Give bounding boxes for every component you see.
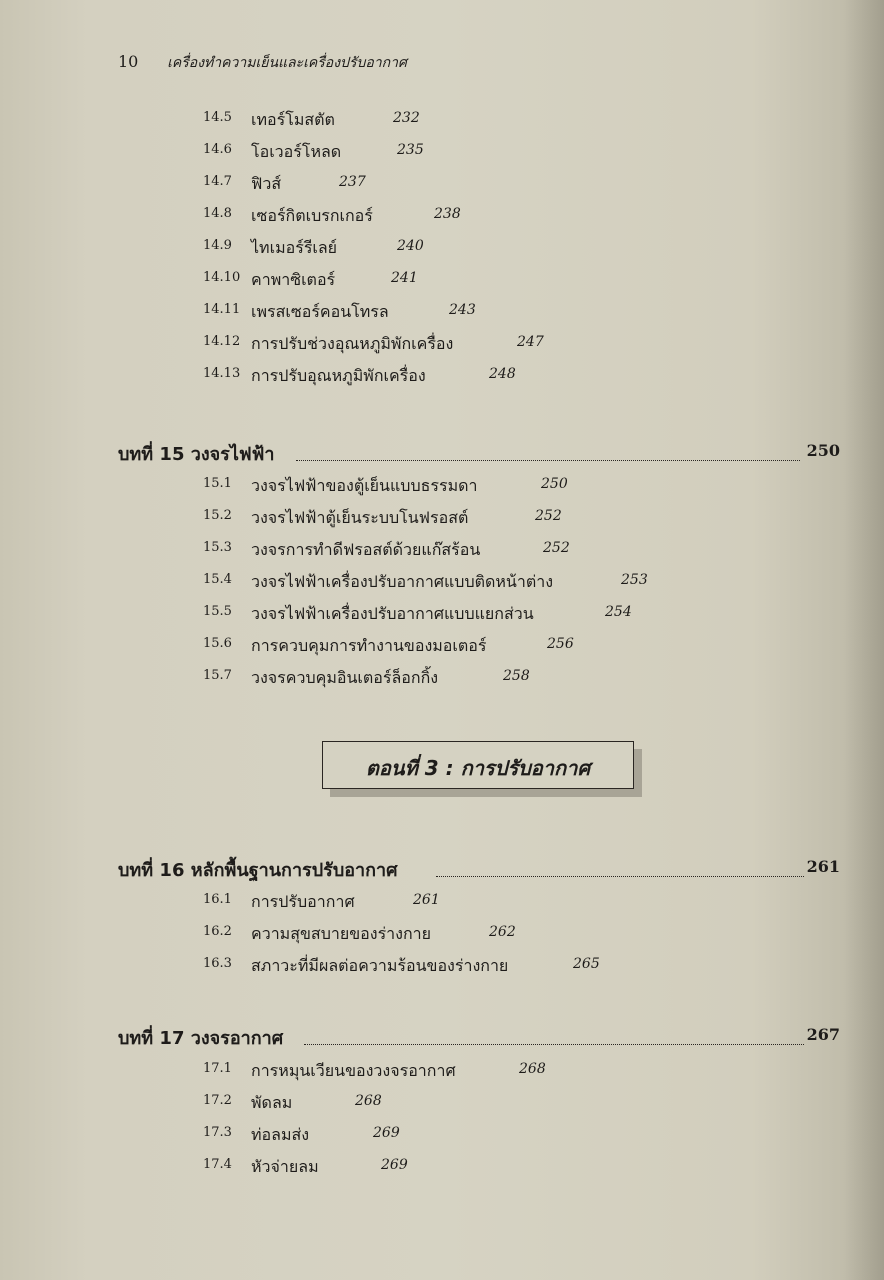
section-page: 232 [393, 110, 420, 126]
section-title: เพรสเซอร์คอนโทรล [251, 302, 389, 321]
page-edge-shadow [844, 0, 884, 1280]
section-title: เซอร์กิตเบรกเกอร์ [251, 206, 373, 225]
section-title: วงจรการทำดีฟรอสต์ด้วยแก๊สร้อน [251, 540, 481, 559]
section-title: ความสุขสบายของร่างกาย [251, 924, 431, 943]
chapter-heading [118, 855, 840, 883]
section-title: โอเวอร์โหลด [251, 142, 342, 161]
section-page: 250 [541, 476, 568, 492]
part-heading-box [322, 741, 634, 789]
section-page: 243 [449, 302, 476, 318]
section-page: 254 [605, 604, 632, 620]
leader-dots [436, 876, 804, 877]
section-title: วงจรไฟฟ้าเครื่องปรับอากาศแบบแยกส่วน [251, 604, 534, 623]
section-number: 14.13 [203, 366, 241, 381]
section-number: 14.5 [203, 110, 232, 125]
section-title: ท่อลมส่ง [251, 1125, 310, 1144]
section-page: 235 [397, 142, 424, 158]
section-page: 265 [573, 956, 600, 972]
section-page: 241 [391, 270, 418, 286]
section-number: 15.5 [203, 604, 232, 619]
running-header [118, 52, 407, 74]
leader-dots [304, 1044, 804, 1045]
section-number: 14.8 [203, 206, 232, 221]
section-number: 15.7 [203, 668, 232, 683]
section-page: 256 [547, 636, 574, 652]
section-title: วงจรไฟฟ้าเครื่องปรับอากาศแบบติดหน้าต่าง [251, 572, 554, 591]
section-title: การหมุนเวียนของวงจรอากาศ [251, 1061, 456, 1080]
leader-dots [296, 460, 800, 461]
section-title: คาพาซิเตอร์ [251, 270, 336, 289]
chapter-page: 250 [806, 441, 840, 460]
chapter-heading [118, 439, 840, 467]
chapter-page: 267 [806, 1025, 840, 1044]
section-number: 15.1 [203, 476, 232, 491]
section-title: เทอร์โมสตัต [251, 110, 335, 129]
section-page: 258 [503, 668, 530, 684]
section-title: ไทเมอร์รีเลย์ [251, 238, 338, 257]
section-title: วงจรไฟฟ้าของตู้เย็นแบบธรรมดา [251, 476, 478, 495]
section-number: 16.3 [203, 956, 232, 971]
section-number: 14.12 [203, 334, 241, 349]
section-number: 16.1 [203, 892, 232, 907]
section-page: 262 [489, 924, 516, 940]
section-page: 268 [519, 1061, 546, 1077]
section-number: 15.3 [203, 540, 232, 555]
chapter-page: 261 [806, 857, 840, 876]
section-number: 14.6 [203, 142, 232, 157]
chapter-heading [118, 1023, 840, 1051]
chapter-title: บทที่ 16 หลักพื้นฐานการปรับอากาศ [118, 860, 398, 881]
section-page: 237 [339, 174, 366, 190]
section-number: 15.6 [203, 636, 232, 651]
section-title: การควบคุมการทำงานของมอเตอร์ [251, 636, 487, 655]
part-title: ตอนที่ 3 : การปรับอากาศ [365, 756, 591, 780]
section-number: 14.7 [203, 174, 232, 189]
section-title: พัดลม [251, 1093, 293, 1112]
chapter-title: บทที่ 17 วงจรอากาศ [118, 1028, 284, 1049]
section-title: การปรับอากาศ [251, 892, 355, 911]
section-page: 261 [413, 892, 440, 908]
page-number: 10 [118, 52, 139, 71]
section-title: ฟิวส์ [251, 174, 282, 193]
section-number: 15.4 [203, 572, 232, 587]
section-number: 15.2 [203, 508, 232, 523]
section-title: การปรับอุณหภูมิพักเครื่อง [251, 366, 426, 385]
section-page: 253 [621, 572, 648, 588]
section-page: 269 [381, 1157, 408, 1173]
section-title: การปรับช่วงอุณหภูมิพักเครื่อง [251, 334, 454, 353]
section-page: 247 [517, 334, 544, 350]
section-page: 252 [535, 508, 562, 524]
section-title: หัวจ่ายลม [251, 1157, 319, 1176]
book-title: เครื่องทำความเย็นและเครื่องปรับอากาศ [167, 55, 407, 71]
section-page: 252 [543, 540, 570, 556]
section-number: 17.4 [203, 1157, 232, 1172]
section-page: 269 [373, 1125, 400, 1141]
section-page: 240 [397, 238, 424, 254]
section-number: 14.10 [203, 270, 241, 285]
section-number: 14.9 [203, 238, 232, 253]
section-title: วงจรควบคุมอินเตอร์ล็อกกิ้ง [251, 668, 439, 687]
section-number: 17.3 [203, 1125, 232, 1140]
section-title: วงจรไฟฟ้าตู้เย็นระบบโนฟรอสต์ [251, 508, 469, 527]
section-number: 14.11 [203, 302, 241, 317]
section-number: 16.2 [203, 924, 232, 939]
chapter-title: บทที่ 15 วงจรไฟฟ้า [118, 444, 275, 465]
section-number: 17.1 [203, 1061, 232, 1076]
section-page: 238 [434, 206, 461, 222]
section-title: สภาวะที่มีผลต่อความร้อนของร่างกาย [251, 956, 509, 975]
section-page: 268 [355, 1093, 382, 1109]
section-number: 17.2 [203, 1093, 232, 1108]
section-page: 248 [489, 366, 516, 382]
